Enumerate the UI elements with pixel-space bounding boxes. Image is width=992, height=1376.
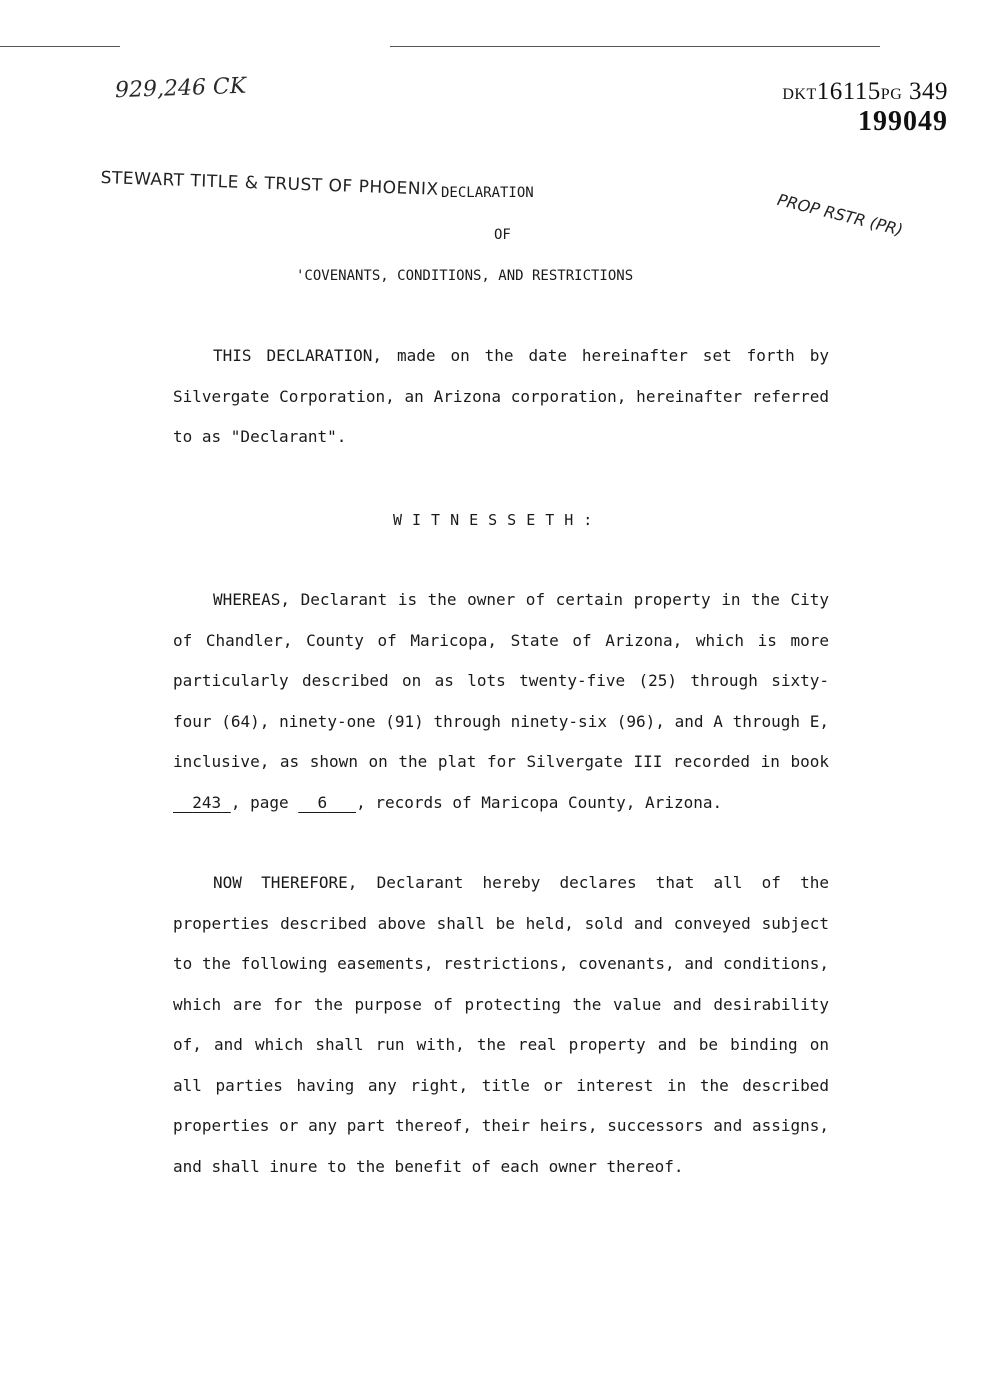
now-therefore-text: NOW THEREFORE, Declarant hereby declares that all of the properties described above shall be held, sold and conveyed subject to the following easements, restrictions, covenants, and conditions, which are for the purpose of protecting the value and desirability of, and which shall run with, the real property and be binding on all parties having any right, title or interest in the described properties or any part thereof, their heirs, successors and assigns, and shall inure to the benefit of each owner thereof. <box>173 873 829 1176</box>
intro-paragraph <box>173 336 829 458</box>
docket-number: 16115 <box>816 78 881 105</box>
docket-prefix: DKT <box>782 86 817 103</box>
page-number: 349 <box>909 78 948 105</box>
heading-of: OF <box>494 227 511 243</box>
whereas-paragraph <box>173 580 829 823</box>
book-number: 243 <box>192 792 222 812</box>
witnesseth-heading: WITNESSETH: <box>393 511 603 529</box>
intro-text: THIS DECLARATION, made on the date hereinafter set forth by Silvergate Corporation, an Arizona corporation, hereinafter referred to as "Declarant". <box>173 346 829 446</box>
scan-artifact <box>0 46 120 47</box>
plat-page-number: 6 <box>317 792 328 812</box>
page-label-text: , page <box>230 792 289 812</box>
recording-number: 199049 <box>858 106 948 137</box>
handwritten-note: 929,246 CK <box>114 73 247 104</box>
whereas-text: WHEREAS, Declarant is the owner of certain property in the City of Chandler, County of Maricopa, State of Arizona, which is more particularly described on as lots twenty-five (25) through sixty-four (64), ninety-one (91) through ninety-six (96), and A through E, inclusive, as shown on the plat for Silvergate III recorded in book <box>173 590 829 771</box>
heading-declaration: DECLARATION <box>441 185 534 201</box>
now-therefore-paragraph <box>173 863 829 1187</box>
title-company-stamp: STEWART TITLE & TRUST OF PHOENIX <box>100 168 439 200</box>
recording-reference <box>782 78 948 138</box>
property-restriction-stamp: PROP RSTR (PR) <box>775 190 905 240</box>
whereas-text-end: , records of Maricopa County, Arizona. <box>356 792 723 812</box>
scan-artifact <box>390 46 880 47</box>
page-label: PG <box>880 86 903 103</box>
heading-covenants: 'COVENANTS, CONDITIONS, AND RESTRICTIONS <box>296 268 634 284</box>
